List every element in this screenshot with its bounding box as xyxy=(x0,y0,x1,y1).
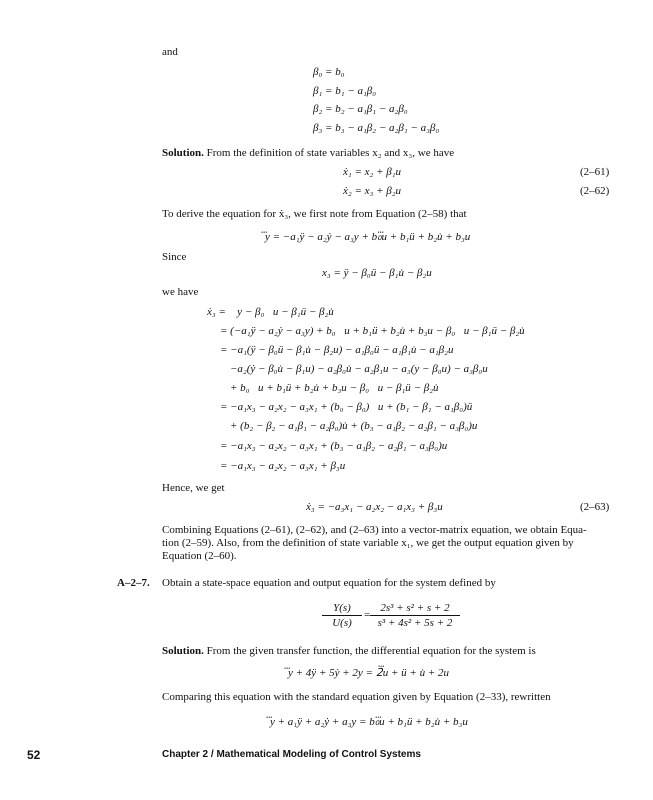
derive-text: To derive the equation for ẋ₃, we first note from Equation (2–58) that xyxy=(162,208,467,220)
chapter-footer: Chapter 2 / Mathematical Modeling of Control Systems xyxy=(162,749,421,760)
paragraph-line: Equation (2–60). xyxy=(162,550,237,562)
tf-rhs-bar xyxy=(370,615,460,616)
beta-definition: β₁ = b₁ − a₁β₀ xyxy=(313,85,377,97)
tf-rhs-denominator: s³ + 4s² + 5s + 2 xyxy=(377,617,453,629)
equation-2-61: ẋ₁ = x₂ + β₁u xyxy=(343,166,402,178)
solution-paragraph xyxy=(162,645,536,658)
derivation-line: −a₂(ẏ − β₀u̇ − β₁u) − a₂β₀u̇ − a₂β₁u − a₃(y − β₀u) − a₃β₀u xyxy=(230,363,488,375)
derivation-line: = −a₁x₃ − a₂x₂ − a₃x₁ + β₃u xyxy=(220,460,346,472)
derivation-line: = −a₁(ÿ − β₀ü − β₁u̇ − β₂u) − a₁β₀ü − a₁β₁u̇ − a₁β₂u xyxy=(220,344,454,356)
paragraph-line: Combining Equations (2–61), (2–62), and (2–63) into a vector-matrix equation, we obtain Equa- xyxy=(162,524,587,536)
comparing-text: Comparing this equation with the standard equation given by Equation (2–33), rewritten xyxy=(162,691,551,703)
beta-definition: β₂ = b₂ − a₁β₁ − a₂β₀ xyxy=(313,103,408,115)
since-text: Since xyxy=(162,251,187,263)
tf-rhs-numerator: 2s³ + s² + s + 2 xyxy=(380,602,450,614)
tf-lhs-denominator: U(s) xyxy=(332,617,352,629)
tf-lhs-numerator: Y(s) xyxy=(333,602,351,614)
problem-text: Obtain a state-space equation and output equation for the system defined by xyxy=(162,577,496,589)
problem-label: A–2–7. xyxy=(117,577,150,589)
we-have-text: we have xyxy=(162,286,199,298)
solution-paragraph xyxy=(162,147,454,160)
derivation-line: = (−a₁ÿ − a₂ẏ − a₃y) + b₀⃛u + b₁ü + b₂u̇ + b₃u − β₀⃛u − β₁ü − β₂u̇ xyxy=(220,325,525,337)
transfer-function xyxy=(0,602,653,632)
paragraph-line: tion (2–59). Also, from the definition of state variable x₁, we get the output equation given by xyxy=(162,537,574,549)
equation-2-62: ẋ₂ = x₃ + β₂u xyxy=(343,185,402,197)
derivation-line: = −a₁x₃ − a₂x₂ − a₃x₁ + (b₃ − a₁β₂ − a₂β₁ − a₃β₀)u xyxy=(220,440,448,452)
derivation-line: = −a₁x₃ − a₂x₂ − a₃x₁ + (b₀ − β₀)⃛u + (b₁ − β₁ − a₁β₀)ü xyxy=(220,401,473,413)
solution-text: From the definition of state variables x₂ and x₃, we have xyxy=(206,147,455,159)
beta-definition: β₀ = b₀ xyxy=(313,66,345,78)
derivation-line: ẋ₃ = ⃛y − β₀⃛u − β₁ü − β₂u̇ xyxy=(207,306,334,318)
tf-lhs-bar xyxy=(322,615,362,616)
solution-label: Solution. xyxy=(162,645,204,657)
tf-equals: = xyxy=(364,609,371,621)
third-derivative-equation: ⃛y = −a₁ÿ − a₂ẏ − a₃y + b₀⃛u + b₁ü + b₂u̇ + b₃u xyxy=(265,231,471,243)
standard-equation: ⃛y + a₁ÿ + a₂ẏ + a₃y = b₀⃛u + b₁ü + b₂u̇ + b₃u xyxy=(270,716,468,728)
x3-equation: x₃ = ÿ − β₀ü − β₁u̇ − β₂u xyxy=(322,267,432,279)
differential-equation: ⃛y + 4ÿ + 5ẏ + 2y = 2⃛u + ü + u̇ + 2u xyxy=(288,667,449,679)
equation-2-63: ẋ₃ = −a₃x₁ − a₂x₂ − a₁x₃ + β₃u xyxy=(306,501,443,513)
equation-number: (2–61) xyxy=(580,166,610,178)
solution-label: Solution. xyxy=(162,147,204,159)
equation-number: (2–63) xyxy=(580,501,610,513)
page-number: 52 xyxy=(27,748,41,762)
derivation-line: + (b₂ − β₂ − a₁β₁ − a₂β₀)u̇ + (b₃ − a₁β₂ − a₂β₁ − a₃β₀)u xyxy=(230,420,478,432)
hence-text: Hence, we get xyxy=(162,482,225,494)
derivation-line: + b₀⃛u + b₁ü + b₂u̇ + b₃u − β₀⃛u − β₁ü − β₂u̇ xyxy=(230,382,439,394)
top-word: and xyxy=(162,46,178,58)
beta-definition: β₃ = b₃ − a₁β₂ − a₂β₁ − a₃β₀ xyxy=(313,122,440,134)
equation-number: (2–62) xyxy=(580,185,610,197)
solution-text: From the given transfer function, the differential equation for the system is xyxy=(206,645,536,657)
